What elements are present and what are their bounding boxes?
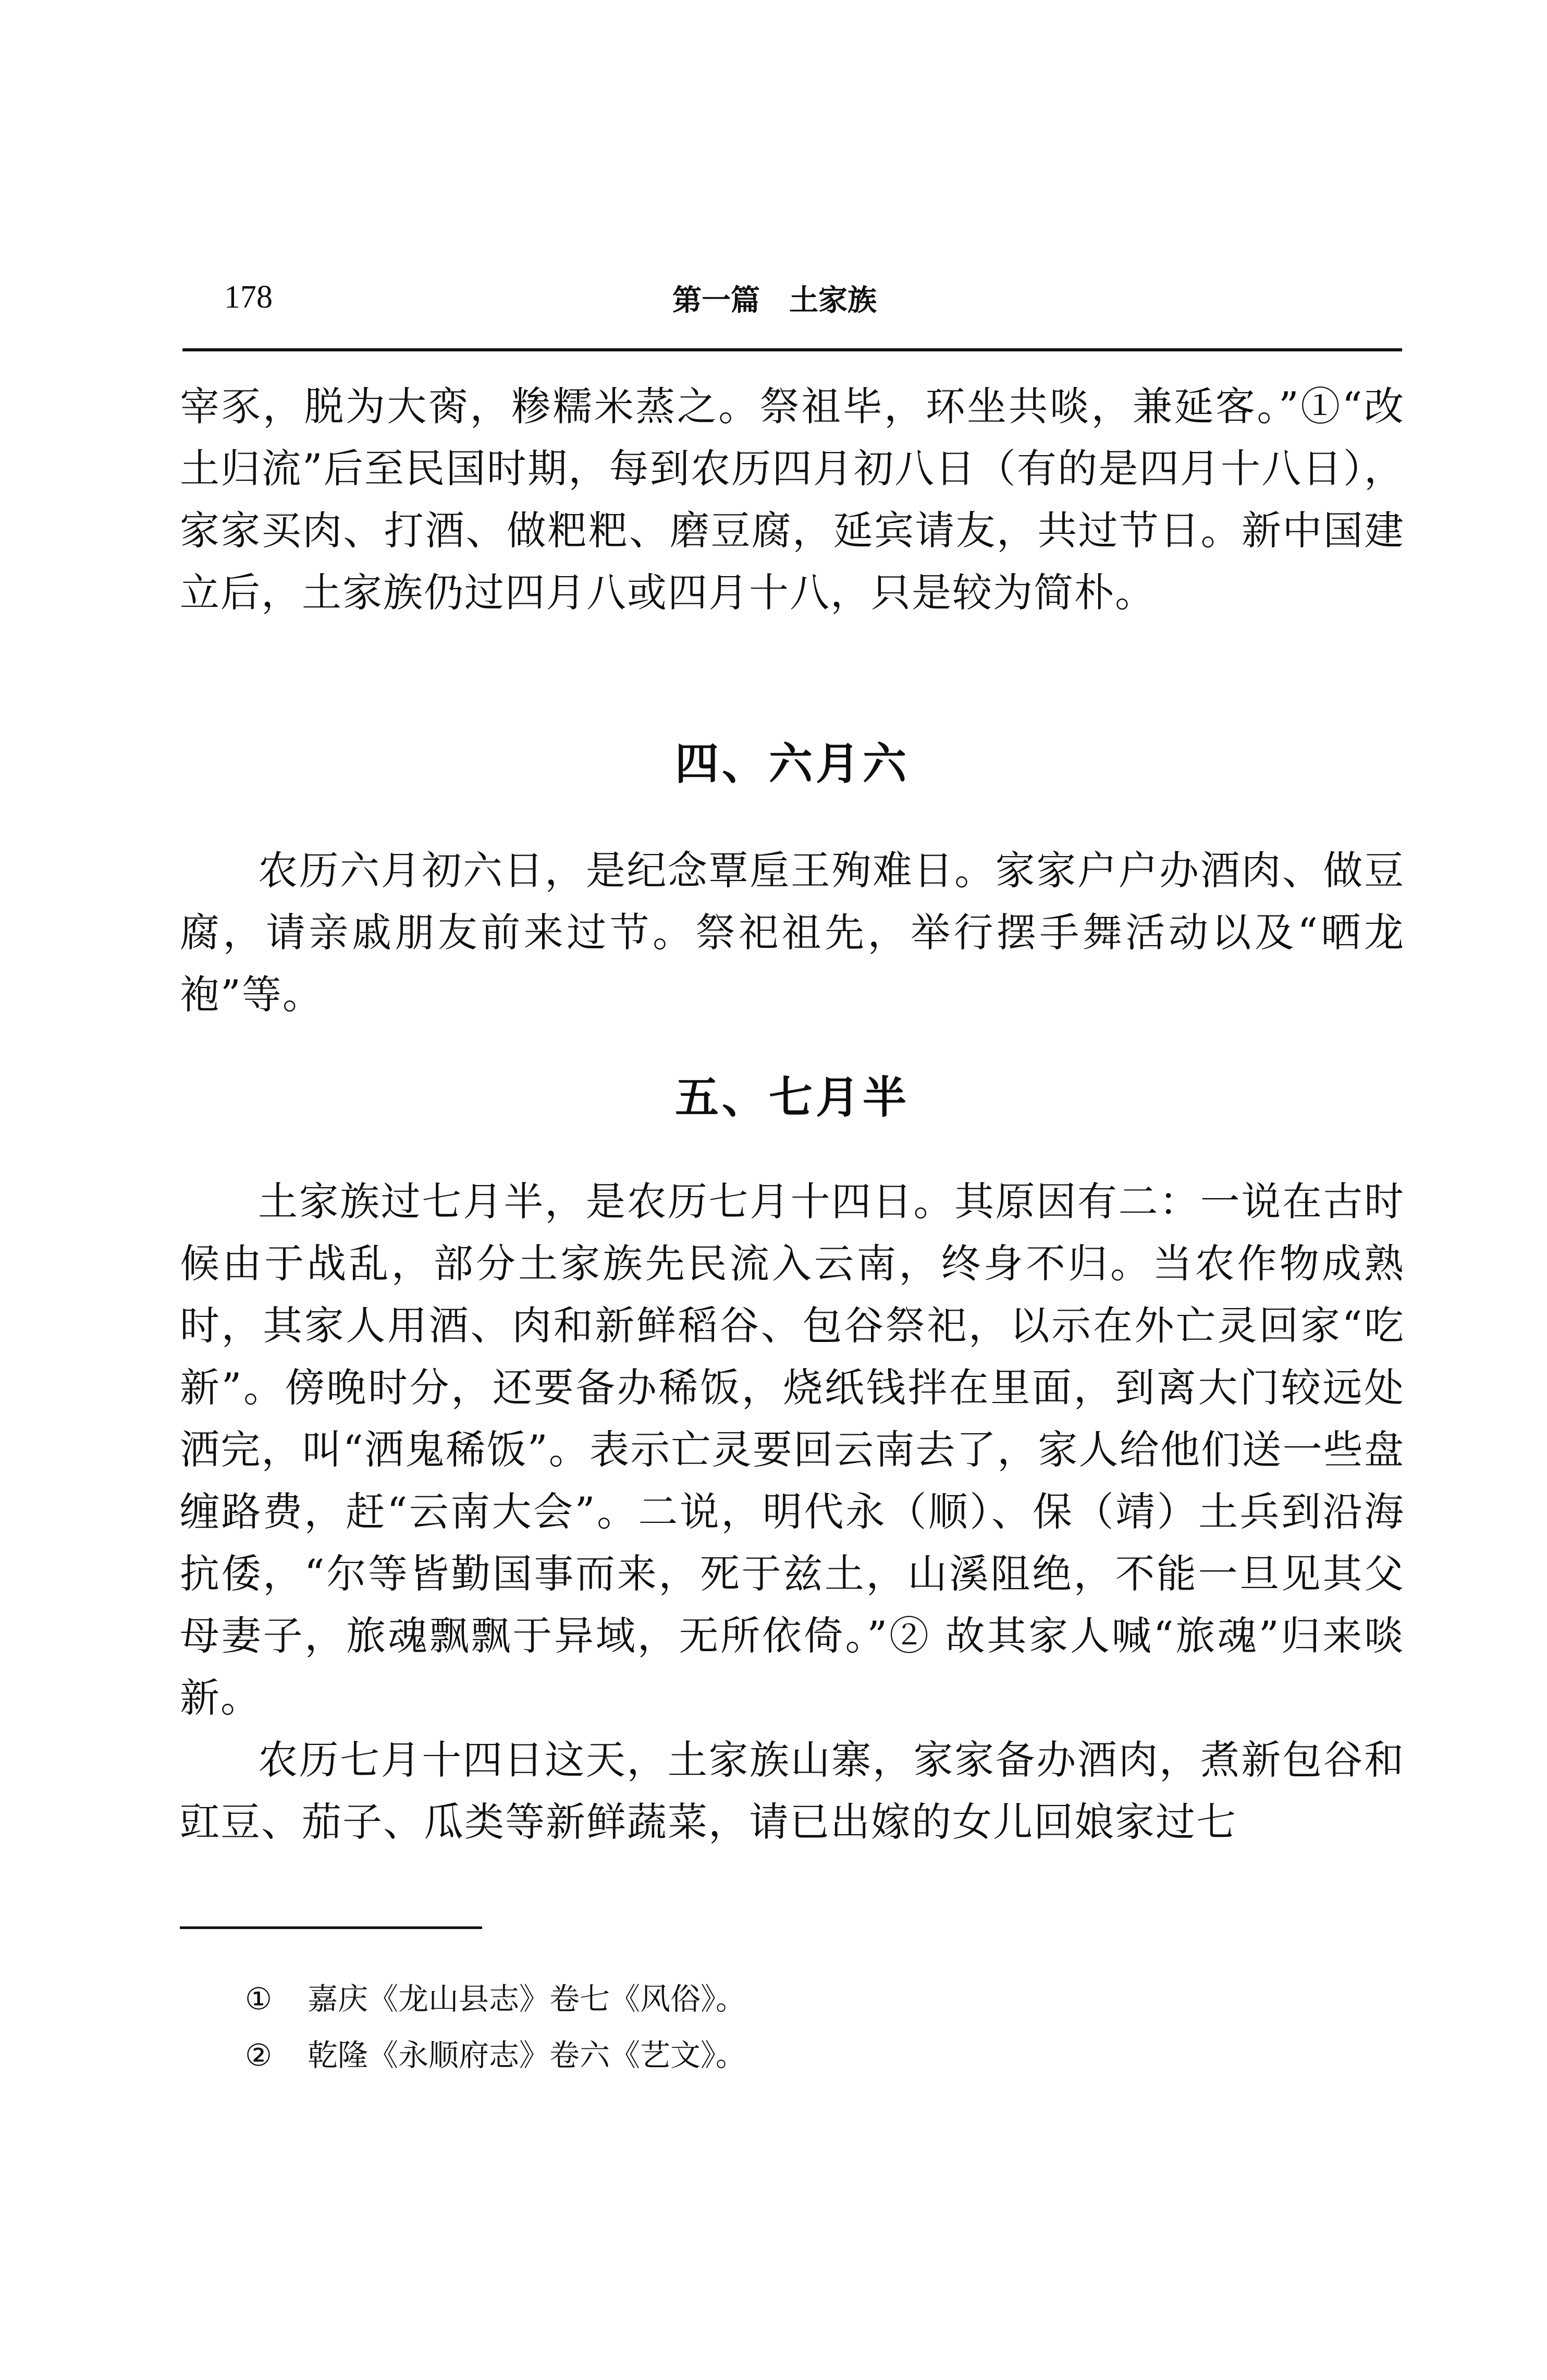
footnote-text: 嘉庆《龙山县志》卷七《风俗》。 [308,1981,746,2017]
section-heading-5: 五、七月半 [674,1072,910,1123]
paragraph-text: 农历六月初六日，是纪念覃垕王殉难日。家家户户办酒肉、做豆腐，请亲戚朋友前来过节。祭祀祖先，举行摆手舞活动以及“晒龙袍”等。 [180,847,1405,1018]
paragraph-text: 土家族过七月半，是农历七月十四日。其原因有二：一说在古时候由于战乱，部分土家族先民流入云南，终身不归。当农作物成熟时，其家人用酒、肉和新鲜稻谷、包谷祭祀，以示在外亡灵回家“吃新”。傍晚时分，还要备办稀饭，烧纸钱拌在里面，到离大门较远处洒完，叫“洒鬼稀饭”。表示亡灵要回云南去了，家人给他们送一些盘缠路费，赶“云南大会”。二说，明代永（顺）、保（靖）土兵到沿海抗倭，“尔等皆勤国事而来，死于兹土，山溪阻绝，不能一旦见其父母妻子，旅魂飘飘于异域，无所依倚。”② 故其家人喊“旅魂”归来啖新。 [180,1178,1405,1721]
running-head: 第一篇 土家族 [672,284,877,318]
paragraph-qiyueban [180,1170,1405,1853]
page-number: 178 [224,279,273,315]
paragraph-text: 宰豕，脱为大脔，糁糯米蒸之。祭祖毕，环坐共啖，兼延客。”①“改土归流”后至民国时期，每到农历四月初八日（有的是四月十八日），家家买肉、打酒、做粑粑、磨豆腐，延宾请友，共过节日。新中国建立后，土家族仍过四月八或四月十八，只是较为简朴。 [180,383,1405,616]
page-header [224,276,1402,339]
footnote-mark: ② [245,2037,272,2073]
paragraph-text: 农历七月十四日这天，土家族山寨，家家备办酒肉，煮新包谷和豇豆、茄子、瓜类等新鲜蔬菜，请已出嫁的女儿回娘家过七 [180,1737,1405,1845]
footnote-mark: ① [245,1981,272,2017]
footnote-rule [180,1926,482,1929]
footnote-2 [245,2027,1392,2083]
footnotes [245,1971,1392,2083]
section-heading-4: 四、六月六 [674,738,910,789]
footnote-text: 乾隆《永顺府志》卷六《艺文》。 [308,2037,746,2073]
footnote-1 [245,1971,1392,2027]
header-rule [182,348,1402,351]
paragraph-liuyueliu [180,839,1405,1026]
paragraph-continuation [180,375,1405,624]
